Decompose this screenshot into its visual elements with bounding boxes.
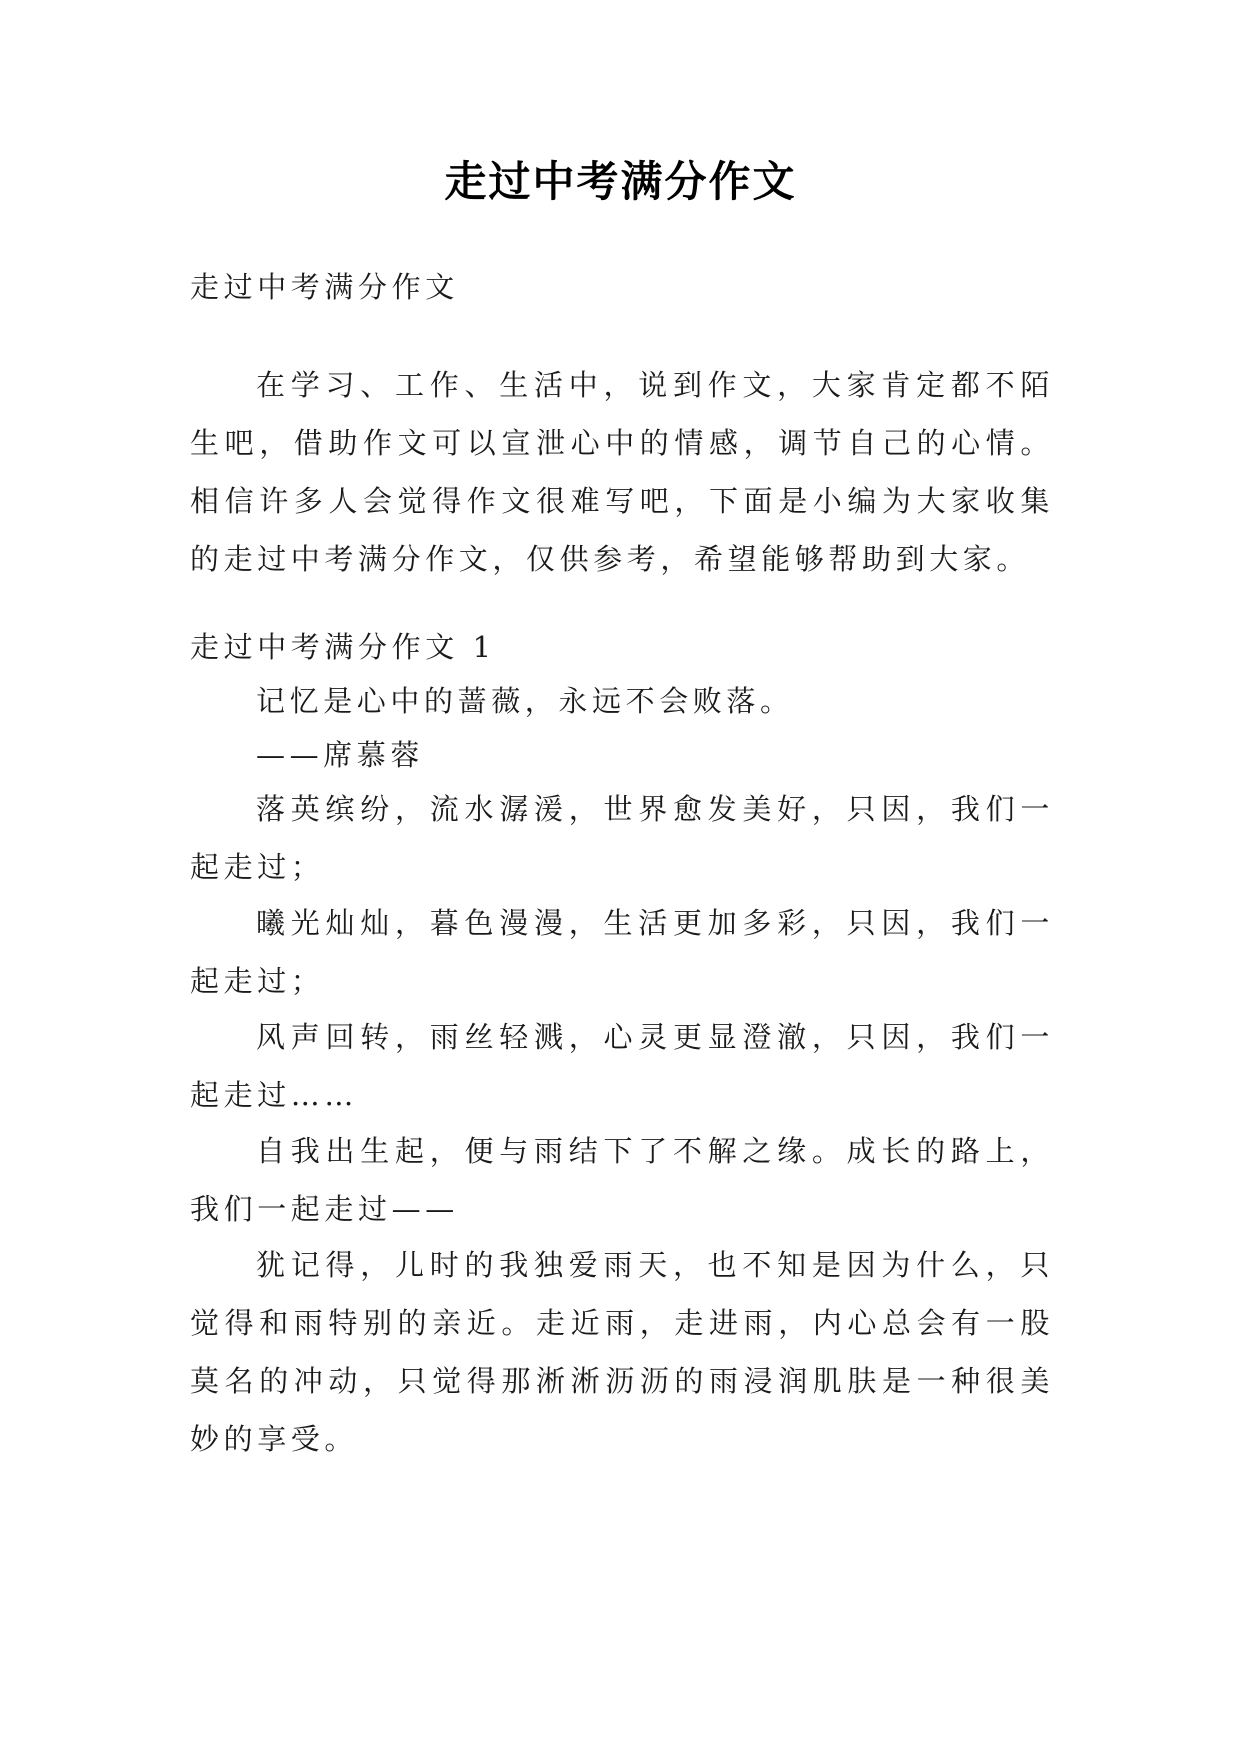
paragraph-4: 自我出生起，便与雨结下了不解之缘。成长的路上，我们一起走过—— xyxy=(190,1134,1054,1226)
paragraph-quote-author: ——席慕蓉 xyxy=(256,738,425,772)
paragraph-1: 落英缤纷，流水潺湲，世界愈发美好，只因，我们一起走过； xyxy=(190,792,1054,884)
intro-paragraph: 在学习、工作、生活中，说到作文，大家肯定都不陌生吧，借助作文可以宣泄心中的情感，调节自己的心情。相信许多人会觉得作文很难写吧，下面是小编为大家收集的走过中考满分作文，仅供参考，希望能够帮助到大家。 xyxy=(190,368,1054,576)
document-subtitle: 走过中考满分作文 xyxy=(190,270,459,304)
paragraph-quote: 记忆是心中的蔷薇，永远不会败落。 xyxy=(256,684,794,718)
paragraph-5: 犹记得，儿时的我独爱雨天，也不知是因为什么，只觉得和雨特别的亲近。走近雨，走进雨，内心总会有一股莫名的冲动，只觉得那淅淅沥沥的雨浸润肌肤是一种很美妙的享受。 xyxy=(190,1248,1054,1456)
document-title: 走过中考满分作文 xyxy=(444,157,797,206)
paragraph-2: 曦光灿灿，暮色漫漫，生活更加多彩，只因，我们一起走过； xyxy=(190,906,1054,998)
section-heading: 走过中考满分作文 1 xyxy=(190,630,496,664)
paragraph-3: 风声回转，雨丝轻溅，心灵更显澄澈，只因，我们一起走过…… xyxy=(190,1020,1054,1112)
